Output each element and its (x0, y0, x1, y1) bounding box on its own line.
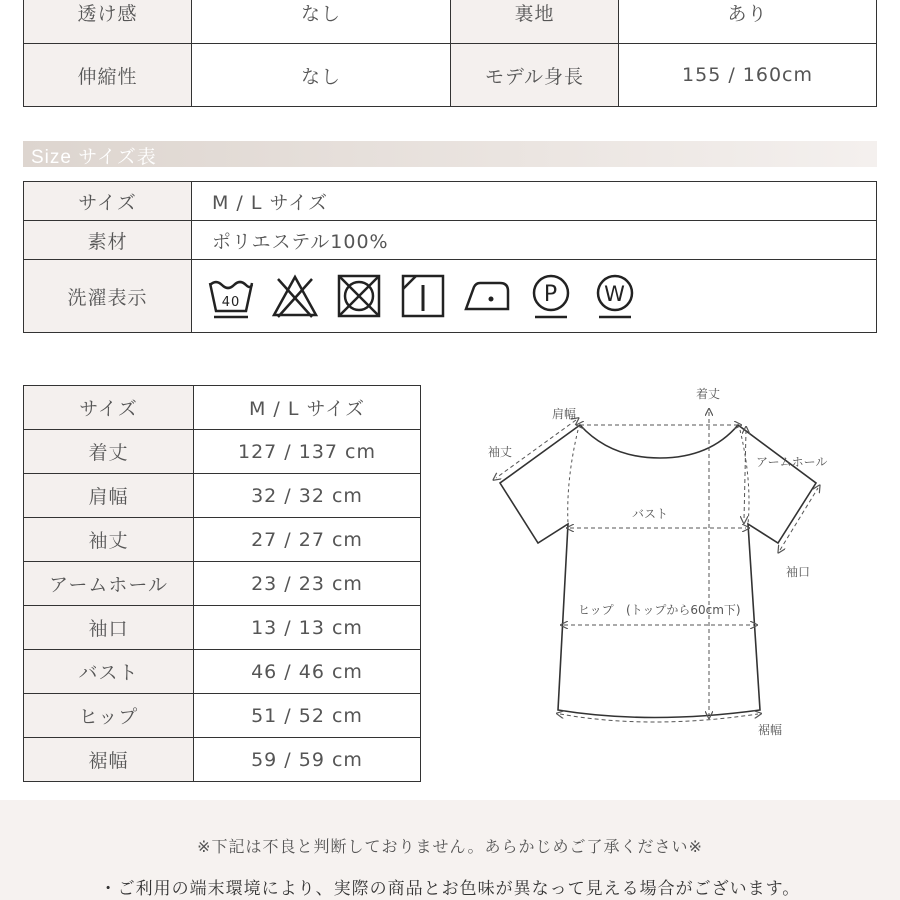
row-label: 袖丈 (24, 518, 194, 562)
material-label: 素材 (24, 221, 192, 260)
garment-diagram (480, 380, 880, 770)
attribute-table (23, 0, 877, 107)
row-value: 51 / 52 cm (194, 694, 421, 738)
info-table (23, 181, 877, 333)
table-row (24, 260, 877, 333)
row-label: 着丈 (24, 430, 194, 474)
care-icons (192, 261, 876, 331)
diagram-cuff-label: 袖口 (786, 565, 811, 579)
measure-header-label: サイズ (24, 386, 194, 430)
row-label: バスト (24, 650, 194, 694)
lining-label: 裏地 (451, 0, 619, 44)
diagram-sleeve-label: 袖丈 (488, 445, 513, 459)
row-value: 127 / 137 cm (194, 430, 421, 474)
table-row (24, 44, 877, 107)
row-value: 32 / 32 cm (194, 474, 421, 518)
disclaimer-note: ※下記は不良と判断しておりません。あらかじめご了承ください※ (197, 837, 703, 856)
no-tumble-dry-icon (334, 271, 384, 321)
table-row (24, 182, 877, 221)
color-note: ・ご利用の端末環境により、実際の商品とお色味が異なって見える場合がございます。 (99, 879, 801, 899)
care-label: 洗濯表示 (24, 260, 192, 333)
row-value: 59 / 59 cm (194, 738, 421, 782)
diagram-hem-label: 裾幅 (758, 723, 783, 737)
row-value: 23 / 23 cm (194, 562, 421, 606)
material-value: ポリエステル100% (192, 221, 877, 260)
row-label: 裾幅 (24, 738, 194, 782)
table-row (24, 694, 421, 738)
diagram-length-label: 着丈 (696, 387, 721, 401)
measurement-table (23, 385, 421, 782)
row-value: 46 / 46 cm (194, 650, 421, 694)
line-dry-shade-icon (398, 271, 448, 321)
table-row (24, 518, 421, 562)
dry-clean-letter: P (543, 282, 559, 307)
diagram-shoulder-label: 肩幅 (552, 407, 577, 421)
stretch-label: 伸縮性 (24, 44, 192, 107)
no-bleach-icon (270, 271, 320, 321)
table-row (24, 221, 877, 260)
size-label: サイズ (24, 182, 192, 221)
row-label: 肩幅 (24, 474, 194, 518)
lining-value: あり (619, 0, 877, 44)
transparency-value: なし (192, 0, 451, 44)
dry-clean-p-icon (526, 271, 576, 321)
wet-clean-letter: W (604, 282, 626, 306)
diagram-hip-label: ヒップ (578, 603, 614, 617)
table-row (24, 606, 421, 650)
wet-clean-w-icon (590, 271, 640, 321)
table-row (24, 650, 421, 694)
size-value: M / L サイズ (192, 182, 877, 221)
row-label: アームホール (24, 562, 194, 606)
care-icons-cell (192, 260, 877, 333)
row-label: ヒップ (24, 694, 194, 738)
row-value: 27 / 27 cm (194, 518, 421, 562)
size-section-heading (23, 141, 877, 167)
diagram-hip-note: (トップから60cm下) (626, 603, 741, 617)
model-height-label: モデル身長 (451, 44, 619, 107)
wash-temp: 40 (221, 295, 241, 310)
row-value: 13 / 13 cm (194, 606, 421, 650)
transparency-label: 透け感 (24, 0, 192, 44)
table-row (24, 738, 421, 782)
row-label: 袖口 (24, 606, 194, 650)
footer-notes (0, 800, 900, 900)
size-heading-text: Size サイズ表 (31, 147, 157, 168)
stretch-value: なし (192, 44, 451, 107)
table-row (24, 386, 421, 430)
table-row (24, 0, 877, 44)
diagram-armhole-label: アームホール (756, 455, 828, 469)
iron-low-icon (462, 271, 512, 321)
diagram-bust-label: バスト (632, 507, 669, 521)
measure-header-value: M / L サイズ (194, 386, 421, 430)
wash-40-icon (206, 271, 256, 321)
table-row (24, 474, 421, 518)
table-row (24, 562, 421, 606)
model-height-value: 155 / 160cm (619, 44, 877, 107)
table-row (24, 430, 421, 474)
